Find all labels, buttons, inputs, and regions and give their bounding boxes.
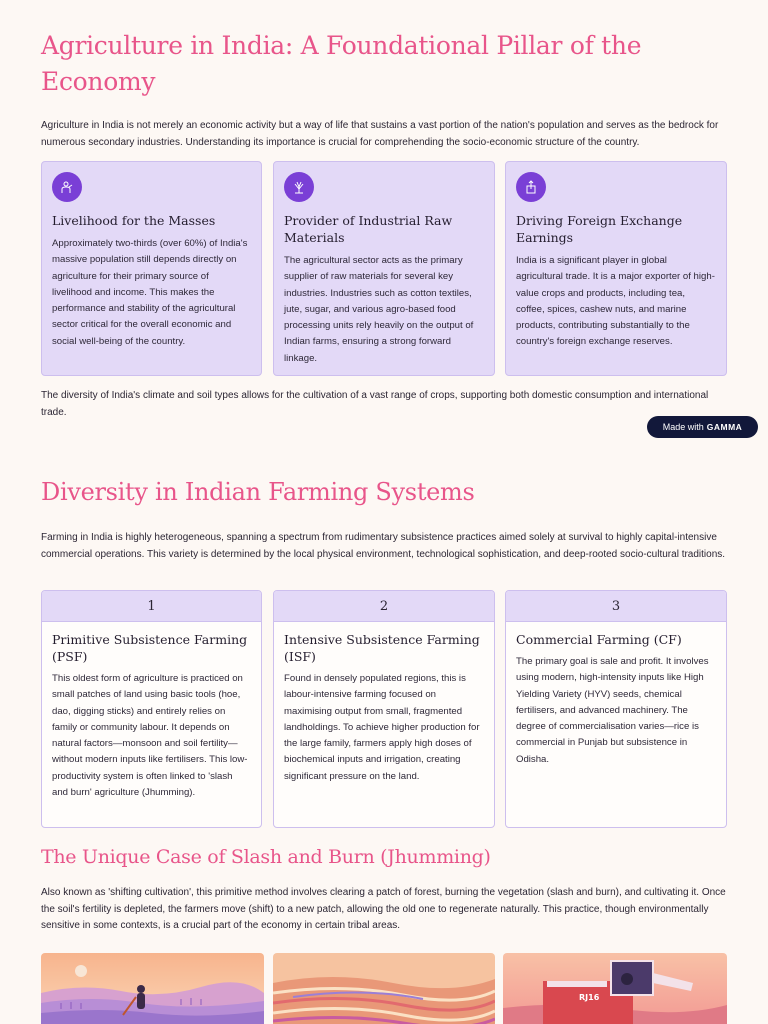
export-icon	[516, 172, 546, 202]
plant-icon	[284, 172, 314, 202]
card-body: Found in densely populated regions, this is labour-intensive farming focused on maximising output from small, fragmented landholdings. To achieve higher production for the large family, farmers apply high doses of biochemical inputs and irrigation, creating significant pressure on the land.	[284, 673, 480, 782]
card-number: 2	[274, 591, 494, 622]
card-heading: Commercial Farming (CF)	[516, 632, 682, 647]
harvester-illustration	[503, 953, 727, 1024]
section-title: The Unique Case of Slash and Burn (Jhumming)	[41, 846, 491, 868]
farming-card-isf	[273, 590, 495, 828]
card-heading: Livelihood for the Masses	[52, 213, 216, 228]
page-title: Agriculture in India: A Foundational Pillar of the Economy	[41, 31, 642, 96]
card-body: India is a significant player in global agricultural trade. It is a major exporter of high-value crops and products, including tea, coffee, spices, cashew nuts, and marine products, contributing substantially to the country's foreign exchange reserves.	[516, 255, 715, 348]
card-heading: Provider of Industrial Raw Materials	[284, 213, 453, 245]
farming-card-cf	[505, 590, 727, 828]
gamma-logo: GAMMA	[706, 422, 743, 432]
section-title: Diversity in Indian Farming Systems	[41, 478, 475, 506]
card-raw-materials	[273, 161, 495, 376]
person-icon	[52, 172, 82, 202]
card-heading: Intensive Subsistence Farming (ISF)	[284, 632, 480, 664]
card-foreign-exchange	[505, 161, 727, 376]
section-intro: Farming in India is highly heterogeneous, spanning a spectrum from rudimentary subsistence practices aimed solely at survival to highly capital-intensive commercial operations. This variety is determined by the local physical environment, technological sophistication, and deep-rooted socio-cultural traditions.	[41, 532, 726, 560]
section-intro: Also known as 'shifting cultivation', this primitive method involves clearing a patch of forest, burning the vegetation (slash and burn), and cultivating it. Once the soil's fertility is depleted, the farmers move (shift) to a new patch, allowing the old one to regenerate naturally. This practice, though environmentally sensitive in some contexts, is a crucial part of the economy in certain tribal areas.	[41, 887, 726, 931]
farming-card-psf	[41, 590, 262, 828]
card-number: 1	[42, 591, 261, 622]
section-footer-text: The diversity of India's climate and soil types allows for the cultivation of a vast range of crops, supporting both domestic consumption and international trade.	[41, 390, 709, 418]
harvester-label: RJ16	[579, 993, 600, 1002]
card-heading: Driving Foreign Exchange Earnings	[516, 213, 683, 245]
card-livelihood	[41, 161, 262, 376]
farmer-illustration	[41, 953, 264, 1024]
made-with-gamma-badge[interactable]	[647, 416, 758, 438]
intro-paragraph: Agriculture in India is not merely an economic activity but a way of life that sustains a vast portion of the nation's population and serves as the bedrock for numerous secondary industries. Understanding its importance is crucial for comprehending the socio-economic structure of the country.	[41, 120, 719, 148]
card-number: 3	[506, 591, 726, 622]
card-body: The primary goal is sale and profit. It involves using modern, high-intensity inputs like High Yielding Variety (HYV) seeds, chemical fertilisers, and advanced machinery. The degree of commercialisation varies—rice is commercial in Punjab but subsistence in Odisha.	[516, 656, 709, 765]
card-heading: Primitive Subsistence Farming (PSF)	[52, 632, 248, 664]
card-body: Approximately two-thirds (over 60%) of India's massive population still depends directly on agriculture for their primary source of livelihood and income. This makes the performance and stability of the agricultural sector critical for the overall economic and social well-being of the country.	[52, 238, 248, 347]
card-body: This oldest form of agriculture is practiced on small patches of land using basic tools (hoe, dao, digging sticks) and entirely relies on family or community labour. It depends on natural factors—monsoon and soil fertility—without modern inputs like fertilisers. This low-productivity system is often linked to 'slash and burn' agriculture (Jhumming).	[52, 673, 248, 799]
card-body: The agricultural sector acts as the primary supplier of raw materials for several key industries. Industries such as cotton textiles, jute, sugar, and various agro-based food processing units rely heavily on the output of Indian farms, ensuring a strong forward linkage.	[284, 255, 474, 364]
badge-prefix: Made with	[662, 422, 704, 432]
terraces-illustration	[273, 953, 495, 1024]
